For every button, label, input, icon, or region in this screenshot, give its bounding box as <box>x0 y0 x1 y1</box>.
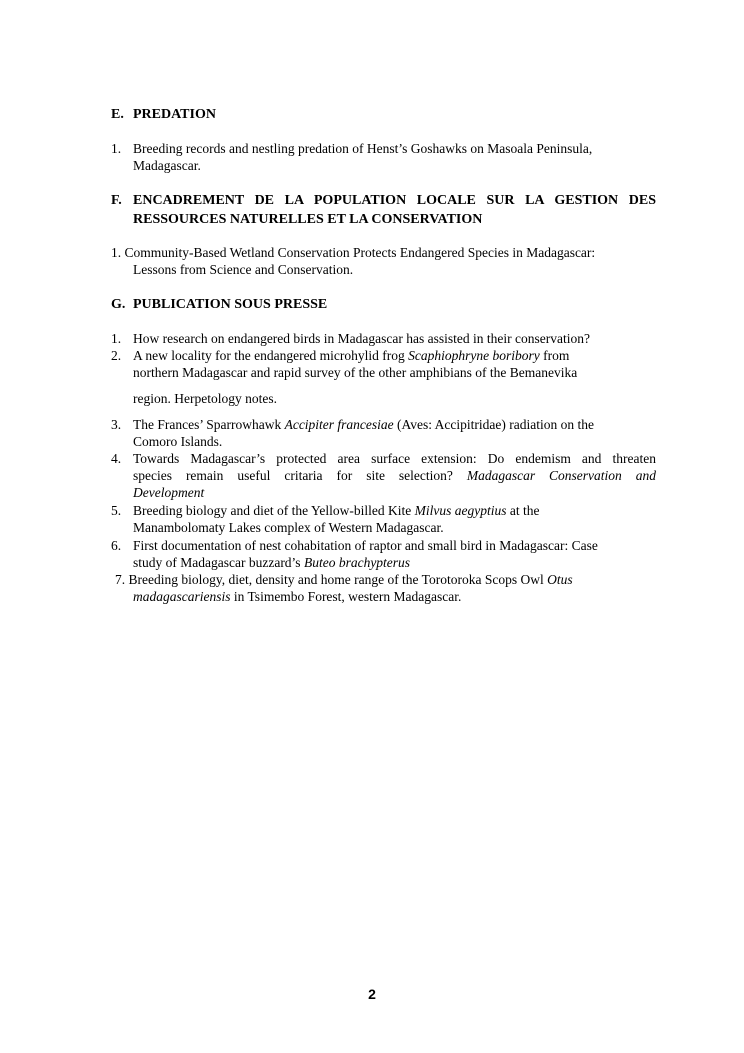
section-f-heading <box>111 191 656 229</box>
item-number: 4. <box>111 451 122 466</box>
item-number: 1. <box>111 141 122 156</box>
species-name: madagascariensis <box>133 589 231 604</box>
species-name: Milvus aegyptius <box>414 503 507 518</box>
list-item <box>111 330 656 347</box>
item-number: 1. <box>111 331 122 346</box>
list-item <box>111 502 656 536</box>
item-number: 6. <box>111 538 122 553</box>
species-name: Scaphiophryne boribory <box>408 348 540 363</box>
item-text: Breeding biology, diet, density and home range of the Torotoroka Scops Owl <box>128 572 548 587</box>
list-item <box>111 140 656 174</box>
item-text: from <box>539 348 570 363</box>
item-text: The Frances’ Sparrowhawk <box>133 417 285 432</box>
section-letter: G. <box>111 297 126 312</box>
list-item <box>111 537 656 571</box>
item-number: 3. <box>111 417 122 432</box>
item-number: 7. <box>115 572 126 587</box>
item-text: at the <box>506 503 540 518</box>
species-name: Accipiter francesiae <box>284 417 394 432</box>
item-text: Community-Based Wetland Conservation Protects Endangered Species in Madagascar: <box>124 245 596 260</box>
item-number: 5. <box>111 503 122 518</box>
species-name: Buteo brachypterus <box>303 555 411 570</box>
item-text: A new locality for the endangered microhylid frog <box>133 348 409 363</box>
item-text: Breeding biology and diet of the Yellow-billed Kite <box>133 503 415 518</box>
list-item <box>111 450 656 501</box>
item-text: Towards Madagascar’s protected area surface extension: Do endemism and threaten <box>133 451 656 466</box>
section-title: PREDATION <box>133 107 216 122</box>
section-g-heading <box>111 295 327 314</box>
item-number: 1. <box>111 245 122 260</box>
section-title-line1: ENCADREMENT DE LA POPULATION LOCALE SUR LA GESTION DES <box>133 193 656 208</box>
section-title-line2: RESSOURCES NATURELLES ET LA CONSERVATION <box>133 212 483 227</box>
list-item <box>115 571 660 605</box>
item-text-continued: Madagascar. <box>133 158 201 173</box>
item-text-continued: in Tsimembo Forest, western Madagascar. <box>230 589 462 604</box>
item-text: Breeding records and nestling predation of Henst’s Goshawks on Masoala Peninsula, <box>133 141 593 156</box>
species-name: Otus <box>547 572 573 587</box>
item-text-continued: species remain useful critaria for site selection? <box>133 468 467 483</box>
item-text-continued: study of Madagascar buzzard’s <box>133 555 304 570</box>
item-text-continued: northern Madagascar and rapid survey of the other amphibians of the Bemanevika <box>133 365 578 380</box>
item-text-continued: Comoro Islands. <box>133 434 223 449</box>
item-text-continued: Manambolomaty Lakes complex of Western Madagascar. <box>133 520 444 535</box>
list-item <box>111 416 656 450</box>
item-text: First documentation of nest cohabitation of raptor and small bird in Madagascar: Case <box>133 538 598 553</box>
section-letter: E. <box>111 107 124 122</box>
journal-name: Madagascar Conservation and <box>466 468 656 483</box>
item-text: How research on endangered birds in Madagascar has assisted in their conservation? <box>133 331 590 346</box>
section-title: PUBLICATION SOUS PRESSE <box>133 297 328 312</box>
item-text-continued: Lessons from Science and Conservation. <box>133 262 354 277</box>
section-letter: F. <box>111 193 122 208</box>
list-item <box>111 347 656 407</box>
page-number: 2 <box>368 986 376 1002</box>
list-item <box>111 244 656 278</box>
item-number: 2. <box>111 348 122 363</box>
item-text: (Aves: Accipitridae) radiation on the <box>393 417 594 432</box>
section-e-heading <box>111 105 216 124</box>
item-text-continued: region. Herpetology notes. <box>133 391 277 406</box>
journal-name-continued: Development <box>133 485 205 500</box>
